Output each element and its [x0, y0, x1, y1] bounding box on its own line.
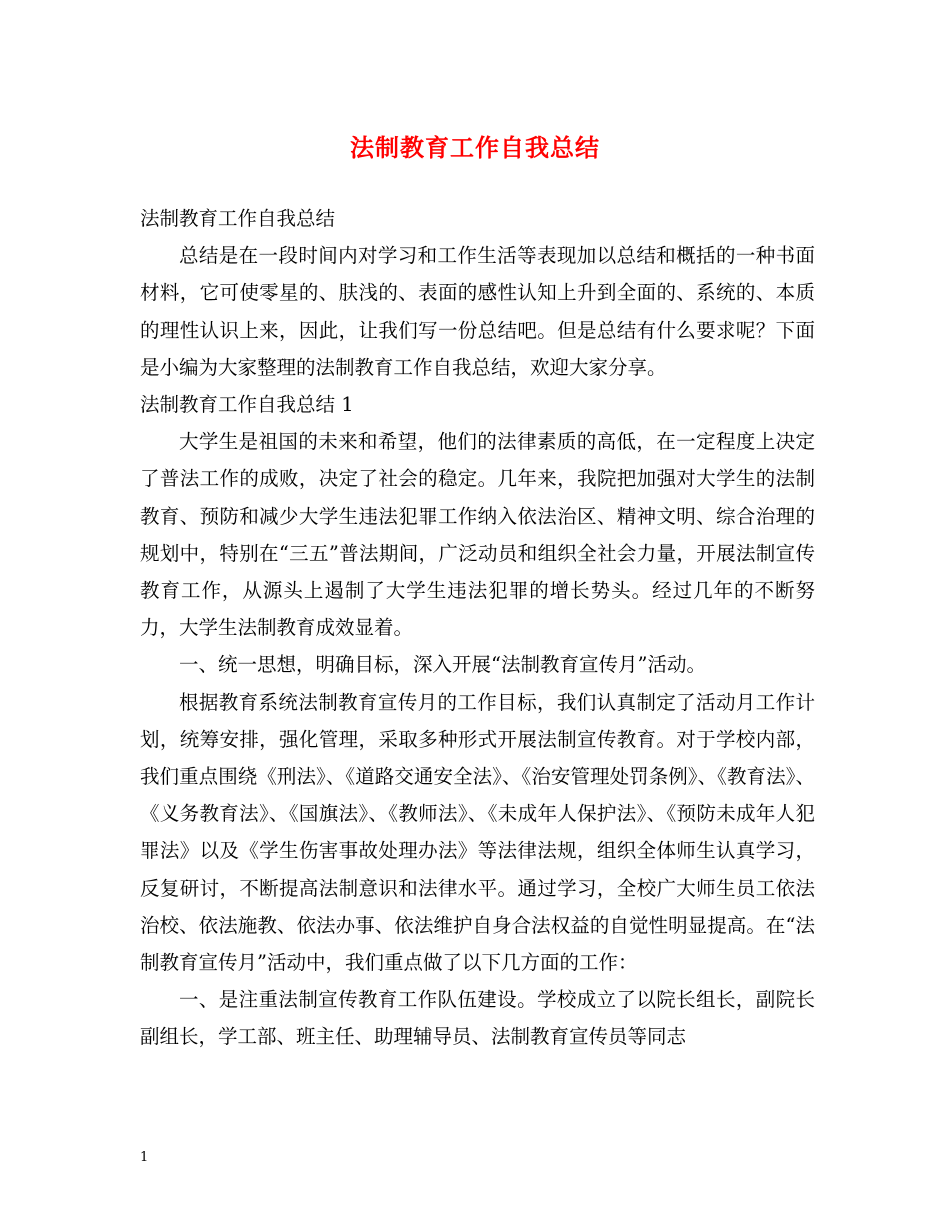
- section-heading: 法制教育工作自我总结 1: [140, 393, 354, 417]
- body-paragraph: 大学生是祖国的未来和希望，他们的法律素质的高低，在一定程度上决定了普法工作的成败，决定了社会的稳定。几年来，我院把加强对大学生的法制教育、预防和减少大学生违法犯罪工作纳入依法治区、精神文明、综合治理的规划中，特别在“三五”普法期间，广泛动员和组织全社会力量，开展法制宣传教育工作，从源头上遏制了大学生违法犯罪的增长势头。经过几年的不断努力，大学生法制教育成效显着。: [140, 430, 815, 640]
- intro-paragraph: 总结是在一段时间内对学习和工作生活等表现加以总结和概括的一种书面材料，它可使零星的、肤浅的、表面的感性认知上升到全面的、系统的、本质的理性认识上来，因此，让我们写一份总结吧。但是总结有什么要求呢？下面是小编为大家整理的法制教育工作自我总结，欢迎大家分享。: [140, 244, 815, 379]
- body-paragraph: 根据教育系统法制教育宣传月的工作目标，我们认真制定了活动月工作计划，统筹安排，强化管理，采取多种形式开展法制宣传教育。对于学校内部，我们重点围绕《刑法》、《道路交通安全法》、《治安管理处罚条例》、《教育法》、《义务教育法》、《国旗法》、《教师法》、《未成年人保护法》、《预防未成年人犯罪法》以及《学生伤害事故处理办法》等法律法规，组织全体师生认真学习，反复研讨，不断提高法制意识和法律水平。通过学习，全校广大师生员工依法治校、依法施教、依法办事、依法维护自身合法权益的自觉性明显提高。在“法制教育宣传月”活动中，我们重点做了以下几方面的工作：: [140, 690, 815, 975]
- page-number: 1: [140, 1150, 149, 1165]
- body-paragraph: 一、是注重法制宣传教育工作队伍建设。学校成立了以院长组长，副院长副组长，学工部、班主任、助理辅导员、法制教育宣传员等同志: [140, 988, 815, 1049]
- document-title: 法制教育工作自我总结: [350, 133, 600, 162]
- body-paragraph: 一、统一思想，明确目标，深入开展“法制教育宣传月”活动。: [179, 653, 706, 677]
- document-subtitle: 法制教育工作自我总结: [140, 207, 336, 230]
- document-body: [140, 200, 815, 1056]
